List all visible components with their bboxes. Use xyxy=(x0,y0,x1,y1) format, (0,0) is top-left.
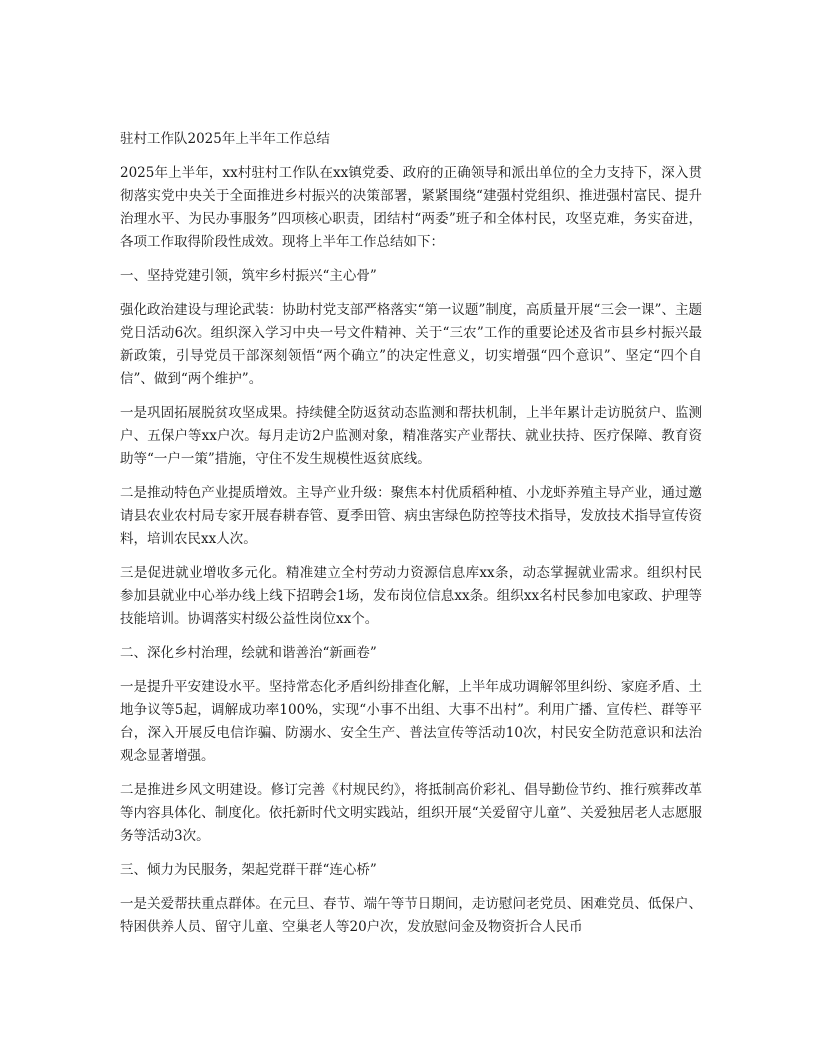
paragraph-civility: 二是推进乡风文明建设。修订完善《村规民约》，将抵制高价彩礼、倡导勤俭节约、推行殡葬改革等内容具体化、制度化。依托新时代文明实践站，组织开展“关爱留守儿童”、关爱独居老人志愿服务等活动3次。 xyxy=(120,782,702,844)
document-title: 驻村工作队2025年上半年工作总结 xyxy=(120,131,330,147)
paragraph-safety: 一是提升平安建设水平。坚持常态化矛盾纠纷排查化解，上半年成功调解邻里纠纷、家庭矛盾、土地争议等5起，调解成功率100%，实现“小事不出组、大事不出村”。利用广播、宣传栏、群等平台，深入开展反电信诈骗、防溺水、安全生产、普法宣传等活动10次，村民安全防范意识和法治观念显著增强。 xyxy=(120,679,702,764)
intro-paragraph: 2025年上半年，xx村驻村工作队在xx镇党委、政府的正确领导和派出单位的全力支持下，深入贯彻落实党中央关于全面推进乡村振兴的决策部署，紧紧围绕“建强村党组织、推进强村富民、提升治理水平、为民办事服务”四项核心职责，团结村“两委”班子和全体村民，攻坚克难，务实奋进，各项工作取得阶段性成效。现将上半年工作总结如下： xyxy=(120,165,702,250)
document-page xyxy=(120,128,702,950)
paragraph-poverty-consolidation: 一是巩固拓展脱贫攻坚成果。持续健全防返贫动态监测和帮扶机制，上半年累计走访脱贫户、监测户、五保户等xx户次。每月走访2户监测对象，精准落实产业帮扶、就业扶持、医疗保障、教育资助等“一户一策”措施，守住不发生规模性返贫底线。 xyxy=(120,405,702,467)
section-heading-3: 三、倾力为民服务，架起党群干群“连心桥” xyxy=(120,862,377,878)
paragraph-industry: 二是推动特色产业提质增效。主导产业升级：聚焦本村优质稻种植、小龙虾养殖主导产业，通过邀请县农业农村局专家开展春耕春管、夏季田管、病虫害绿色防控等技术指导，发放技术指导宣传资料，培训农民xx人次。 xyxy=(120,485,702,547)
paragraph-political-building: 强化政治建设与理论武装：协助村党支部严格落实“第一议题”制度，高质量开展“三会一课”、主题党日活动6次。组织深入学习中央一号文件精神、关于“三农”工作的重要论述及省市县乡村振兴最新政策，引导党员干部深刻领悟“两个确立”的决定性意义，切实增强“四个意识”、坚定“四个自信”、做到“两个维护”。 xyxy=(120,302,702,387)
section-heading-2: 二、深化乡村治理，绘就和谐善治“新画卷” xyxy=(120,645,377,661)
paragraph-care: 一是关爱帮扶重点群体。在元旦、春节、端午等节日期间，走访慰问老党员、困难党员、低保户、特困供养人员、留守儿童、空巢老人等20户次，发放慰问金及物资折合人民币 xyxy=(120,896,702,935)
paragraph-employment: 三是促进就业增收多元化。精准建立全村劳动力资源信息库xx条，动态掌握就业需求。组织村民参加县就业中心举办线上线下招聘会1场，发布岗位信息xx条。组织xx名村民参加电家政、护理等技能培训。协调落实村级公益性岗位xx个。 xyxy=(120,565,702,627)
section-heading-1: 一、坚持党建引领，筑牢乡村振兴“主心骨” xyxy=(120,268,377,284)
